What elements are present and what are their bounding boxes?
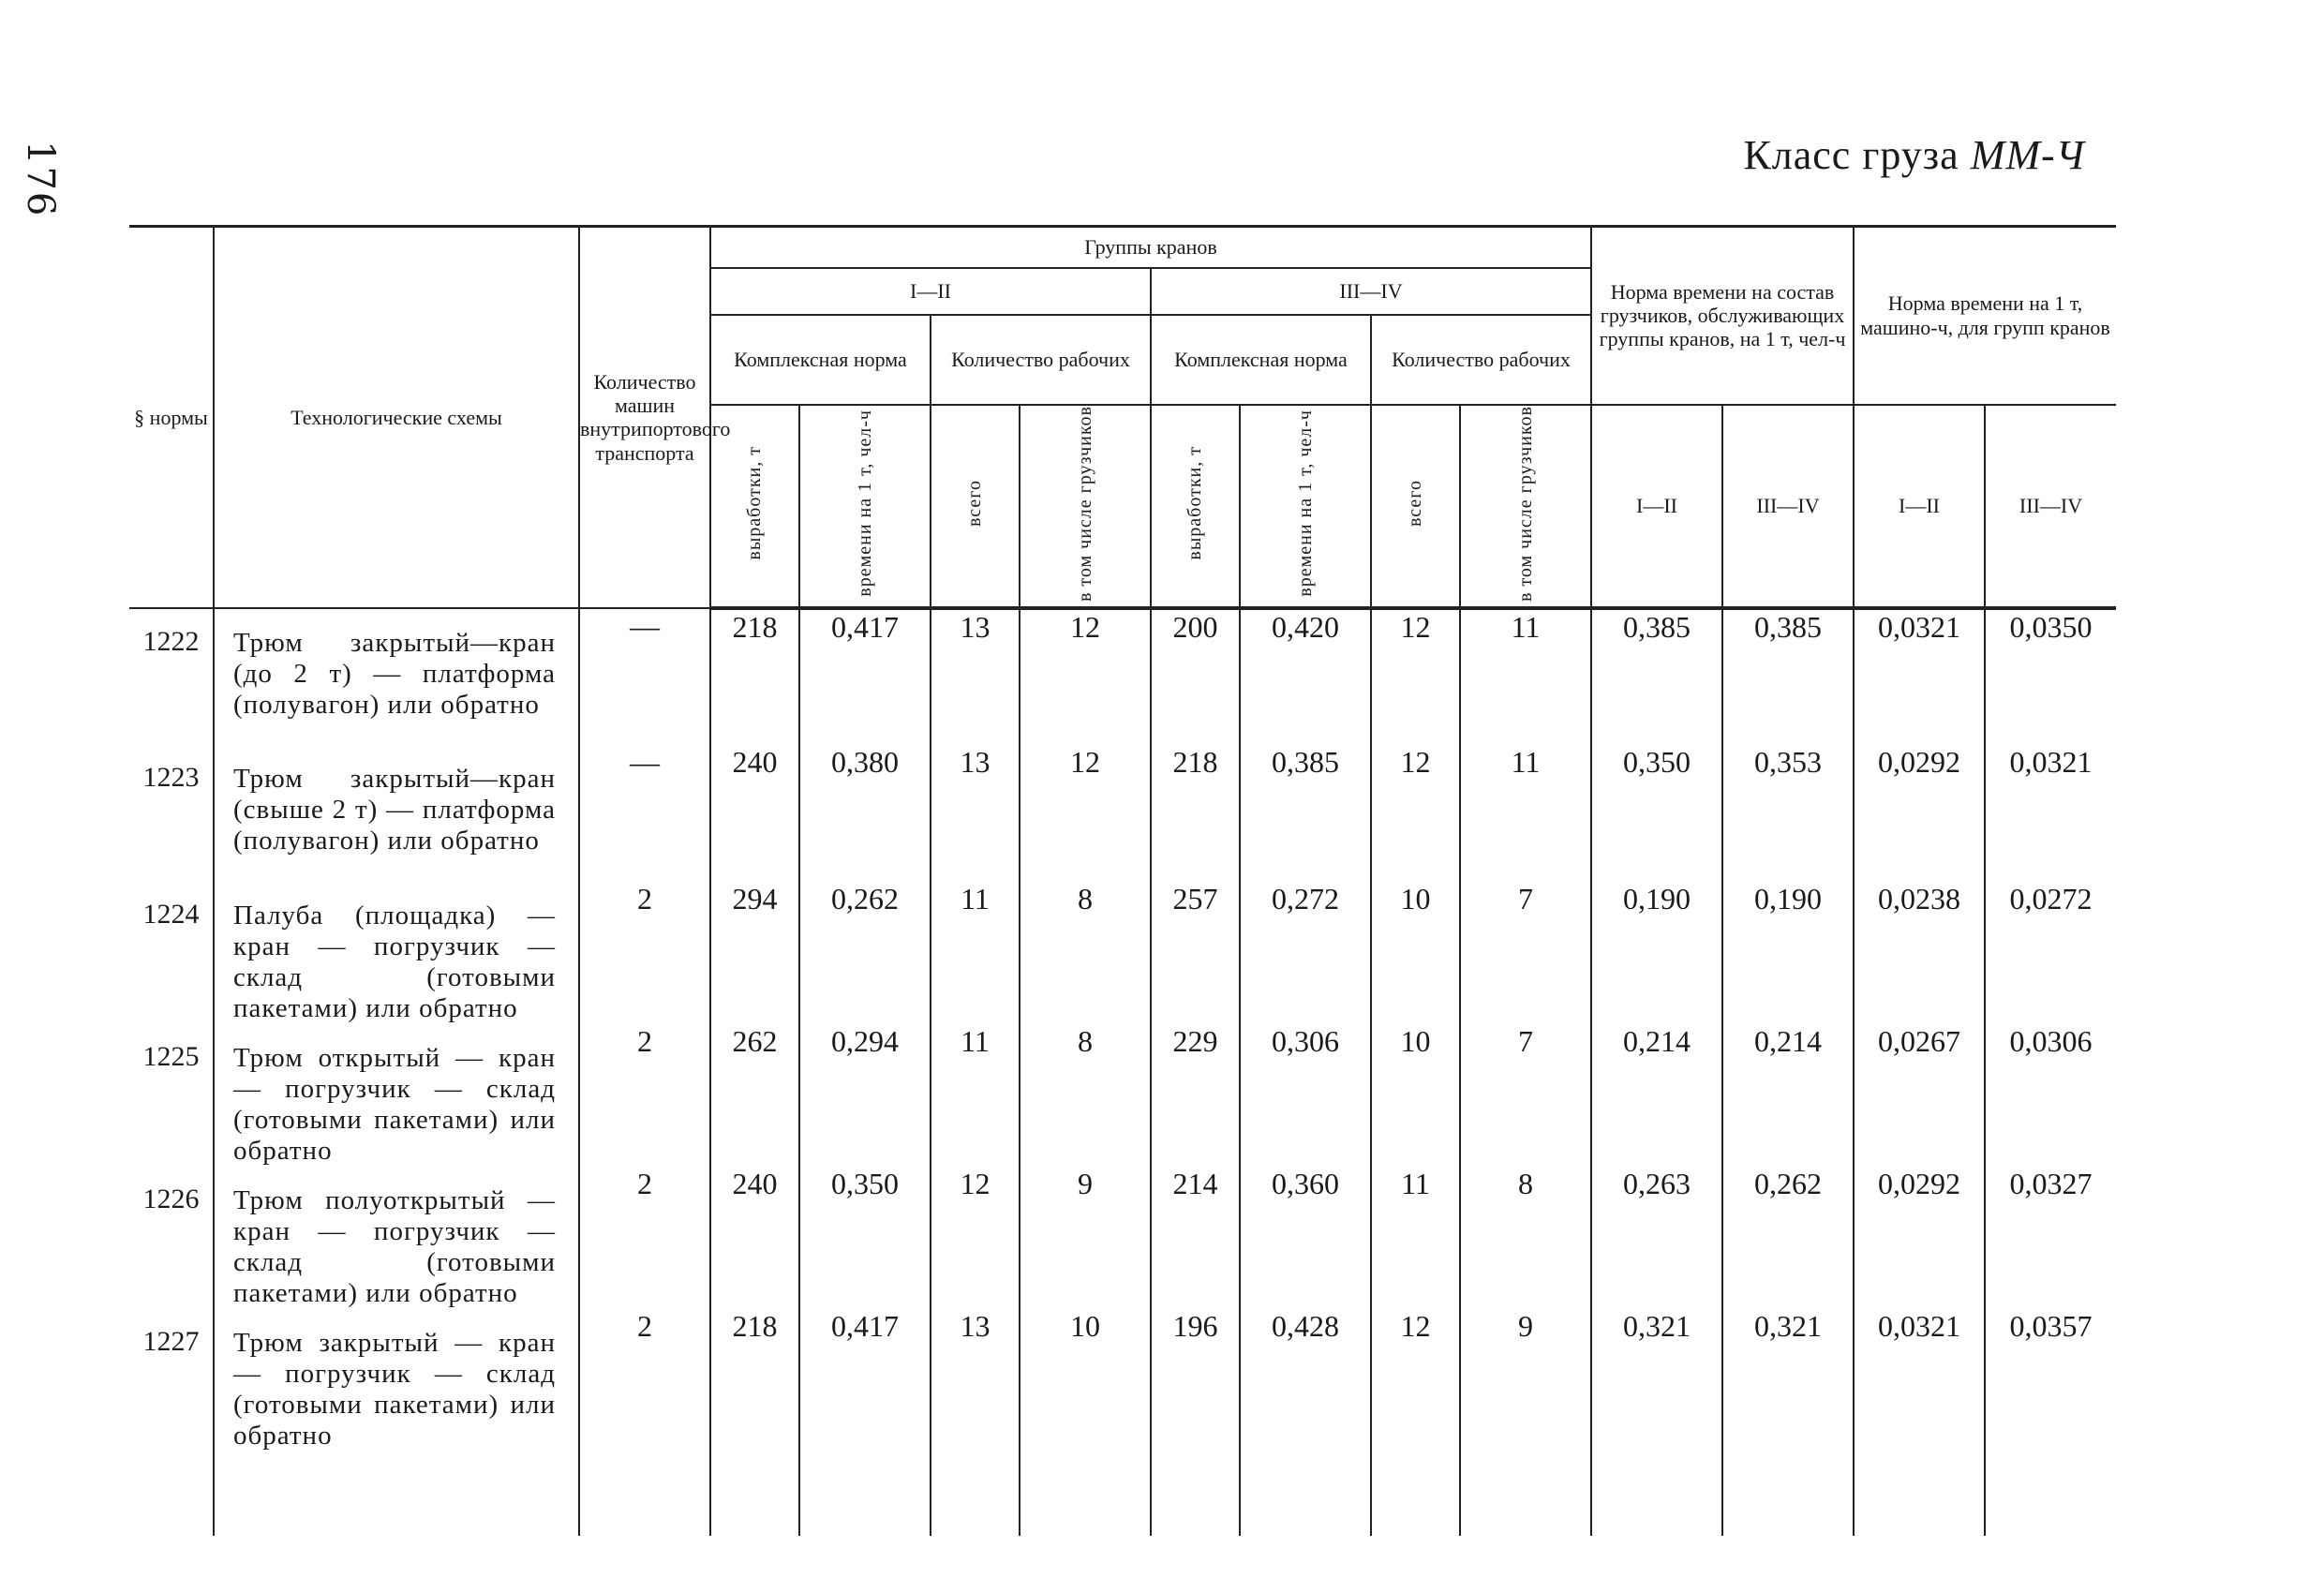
header-norm-no: § нормы [129, 227, 214, 608]
header-g2-time-label: времени на 1 т, чел-ч [1294, 409, 1316, 597]
header-loaders-sub-2: III—IV [1722, 405, 1854, 608]
page-title-class: ММ-Ч [1970, 132, 2085, 178]
machines-count: 2 [579, 882, 710, 1024]
g2-loaders: 11 [1460, 745, 1591, 882]
loaders-time-1: 0,321 [1591, 1309, 1722, 1452]
norm-number: 1224 [142, 898, 200, 930]
scheme-text: Трюм полуоткрытый — кран — погрузчик — склад (готовыми пакетами) или обратно [214, 1167, 579, 1309]
g2-output: 200 [1151, 608, 1240, 745]
machine-time-1: 0,0292 [1854, 745, 1985, 882]
table-row [129, 1167, 2116, 1309]
g2-output: 214 [1151, 1167, 1240, 1309]
header-g2-workers: Количество рабочих [1371, 315, 1591, 405]
table-tail [129, 1452, 2116, 1536]
header-g1-total [931, 405, 1020, 608]
header-machines-sub-1: I—II [1854, 405, 1985, 608]
header-g1-total-label: всего [964, 480, 985, 528]
g2-time: 0,428 [1240, 1309, 1371, 1452]
machine-time-1: 0,0238 [1854, 882, 1985, 1024]
header-time-loaders: Норма времени на состав грузчиков, обслуживающих группы кранов, на 1 т, чел-ч [1591, 227, 1854, 405]
g1-time: 0,350 [799, 1167, 931, 1309]
g1-loaders: 10 [1020, 1309, 1151, 1452]
scheme-text: Палуба (площадка) — кран — погрузчик — склад (готовыми пакетами) или обратно [214, 882, 579, 1024]
loaders-time-2: 0,190 [1722, 882, 1854, 1024]
header-machines-sub-2: III—IV [1985, 405, 2116, 608]
norms-table [129, 225, 2116, 1536]
g1-output: 218 [710, 1309, 799, 1452]
header-machines: Количество машин внутрипортового транспорта [579, 227, 710, 608]
machines-count: — [579, 745, 710, 882]
g1-output: 294 [710, 882, 799, 1024]
header-time-machines: Норма времени на 1 т, машино-ч, для групп кранов [1854, 227, 2116, 405]
g2-loaders: 7 [1460, 882, 1591, 1024]
loaders-time-1: 0,263 [1591, 1167, 1722, 1309]
header-group-1: I—II [710, 268, 1151, 315]
g1-total: 13 [931, 1309, 1020, 1452]
table-row [129, 745, 2116, 882]
table-body [129, 608, 2116, 1536]
tail-cell [214, 1452, 579, 1536]
scheme-text: Трюм закрытый — кран — погрузчик — склад (готовыми пакетами) или обратно [214, 1309, 579, 1452]
header-group-2: III—IV [1151, 268, 1591, 315]
g2-total: 12 [1371, 745, 1460, 882]
table-row [129, 608, 2116, 745]
loaders-time-1: 0,385 [1591, 608, 1722, 745]
table-header [129, 227, 2116, 608]
loaders-time-2: 0,385 [1722, 608, 1854, 745]
g2-total: 12 [1371, 608, 1460, 745]
loaders-time-2: 0,262 [1722, 1167, 1854, 1309]
loaders-time-1: 0,190 [1591, 882, 1722, 1024]
tail-cell [129, 1452, 214, 1536]
machine-time-2: 0,0321 [1985, 745, 2116, 882]
loaders-time-2: 0,353 [1722, 745, 1854, 882]
machine-time-1: 0,0321 [1854, 1309, 1985, 1452]
g2-total: 10 [1371, 882, 1460, 1024]
g1-total: 13 [931, 608, 1020, 745]
loaders-time-1: 0,214 [1591, 1024, 1722, 1167]
g2-total: 10 [1371, 1024, 1460, 1167]
machine-time-2: 0,0350 [1985, 608, 2116, 745]
machines-count: 2 [579, 1167, 710, 1309]
header-g1-output-label: выработки, т [744, 446, 765, 560]
scheme-text: Трюм закрытый—кран (до 2 т) — платформа (полувагон) или обратно [214, 608, 579, 745]
g2-time: 0,360 [1240, 1167, 1371, 1309]
g1-time: 0,417 [799, 608, 931, 745]
scheme-text: Трюм открытый — кран — погрузчик — склад (готовыми пакетами) или обратно [214, 1024, 579, 1167]
g1-loaders: 12 [1020, 608, 1151, 745]
tail-cell [579, 1452, 710, 1536]
table-row [129, 882, 2116, 1024]
tail-cell [1371, 1452, 1460, 1536]
g2-output: 196 [1151, 1309, 1240, 1452]
g1-loaders: 8 [1020, 882, 1151, 1024]
machines-count: 2 [579, 1024, 710, 1167]
machine-time-1: 0,0292 [1854, 1167, 1985, 1309]
g2-output: 218 [1151, 745, 1240, 882]
machines-count: — [579, 608, 710, 745]
g1-time: 0,417 [799, 1309, 931, 1452]
header-g2-output [1151, 405, 1240, 608]
page-number: 176 [19, 141, 62, 218]
machine-time-1: 0,0267 [1854, 1024, 1985, 1167]
table-row [129, 1309, 2116, 1452]
g1-loaders: 8 [1020, 1024, 1151, 1167]
tail-cell [1591, 1452, 1722, 1536]
g1-output: 240 [710, 1167, 799, 1309]
g1-time: 0,294 [799, 1024, 931, 1167]
norm-number: 1227 [142, 1325, 200, 1357]
header-g1-time [799, 405, 931, 608]
g1-total: 11 [931, 882, 1020, 1024]
machines-count: 2 [579, 1309, 710, 1452]
header-g2-loaders [1460, 405, 1591, 608]
g2-output: 257 [1151, 882, 1240, 1024]
header-g1-time-label: времени на 1 т, чел-ч [854, 409, 875, 597]
header-g2-output-label: выработки, т [1184, 446, 1205, 560]
header-g1-loaders [1020, 405, 1151, 608]
loaders-time-2: 0,214 [1722, 1024, 1854, 1167]
header-loaders-sub-1: I—II [1591, 405, 1722, 608]
tail-cell [1151, 1452, 1240, 1536]
tail-cell [1854, 1452, 1985, 1536]
tail-cell [710, 1452, 799, 1536]
g1-time: 0,262 [799, 882, 931, 1024]
header-g2-total-label: всего [1405, 480, 1425, 528]
g2-total: 11 [1371, 1167, 1460, 1309]
page-title-prefix: Класс груза [1743, 132, 1959, 178]
norm-number: 1223 [142, 761, 200, 793]
norm-number: 1226 [142, 1183, 200, 1214]
tail-cell [1240, 1452, 1371, 1536]
g2-time: 0,272 [1240, 882, 1371, 1024]
tail-cell [799, 1452, 931, 1536]
header-g2-complex-norm: Комплексная норма [1151, 315, 1371, 405]
norm-number: 1222 [142, 625, 200, 657]
g1-output: 262 [710, 1024, 799, 1167]
g2-loaders: 9 [1460, 1309, 1591, 1452]
g2-total: 12 [1371, 1309, 1460, 1452]
tail-cell [1722, 1452, 1854, 1536]
header-g1-complex-norm: Комплексная норма [710, 315, 931, 405]
g2-loaders: 11 [1460, 608, 1591, 745]
g1-output: 240 [710, 745, 799, 882]
machine-time-2: 0,0306 [1985, 1024, 2116, 1167]
g1-total: 11 [931, 1024, 1020, 1167]
g1-output: 218 [710, 608, 799, 745]
header-crane-groups: Группы кранов [710, 227, 1591, 268]
header-g1-loaders-label: в том числе грузчиков [1074, 405, 1095, 602]
g2-time: 0,420 [1240, 608, 1371, 745]
header-schemes: Технологические схемы [214, 227, 579, 608]
header-g2-loaders-label: в том числе грузчиков [1514, 405, 1536, 602]
table-row [129, 1024, 2116, 1167]
machine-time-2: 0,0357 [1985, 1309, 2116, 1452]
header-g2-time [1240, 405, 1371, 608]
page-title [1743, 131, 2085, 179]
loaders-time-1: 0,350 [1591, 745, 1722, 882]
g2-time: 0,306 [1240, 1024, 1371, 1167]
header-g1-workers: Количество рабочих [931, 315, 1151, 405]
tail-cell [1985, 1452, 2116, 1536]
g2-output: 229 [1151, 1024, 1240, 1167]
scheme-text: Трюм закрытый—кран (свыше 2 т) — платформа (полувагон) или обратно [214, 745, 579, 882]
tail-cell [1460, 1452, 1591, 1536]
g1-loaders: 9 [1020, 1167, 1151, 1309]
machine-time-2: 0,0327 [1985, 1167, 2116, 1309]
g2-loaders: 7 [1460, 1024, 1591, 1167]
tail-cell [931, 1452, 1020, 1536]
tail-cell [1020, 1452, 1151, 1536]
g2-time: 0,385 [1240, 745, 1371, 882]
loaders-time-2: 0,321 [1722, 1309, 1854, 1452]
g1-total: 13 [931, 745, 1020, 882]
header-g2-total [1371, 405, 1460, 608]
g1-total: 12 [931, 1167, 1020, 1309]
machine-time-1: 0,0321 [1854, 608, 1985, 745]
g1-loaders: 12 [1020, 745, 1151, 882]
g1-time: 0,380 [799, 745, 931, 882]
machine-time-2: 0,0272 [1985, 882, 2116, 1024]
norm-number: 1225 [142, 1040, 200, 1072]
g2-loaders: 8 [1460, 1167, 1591, 1309]
